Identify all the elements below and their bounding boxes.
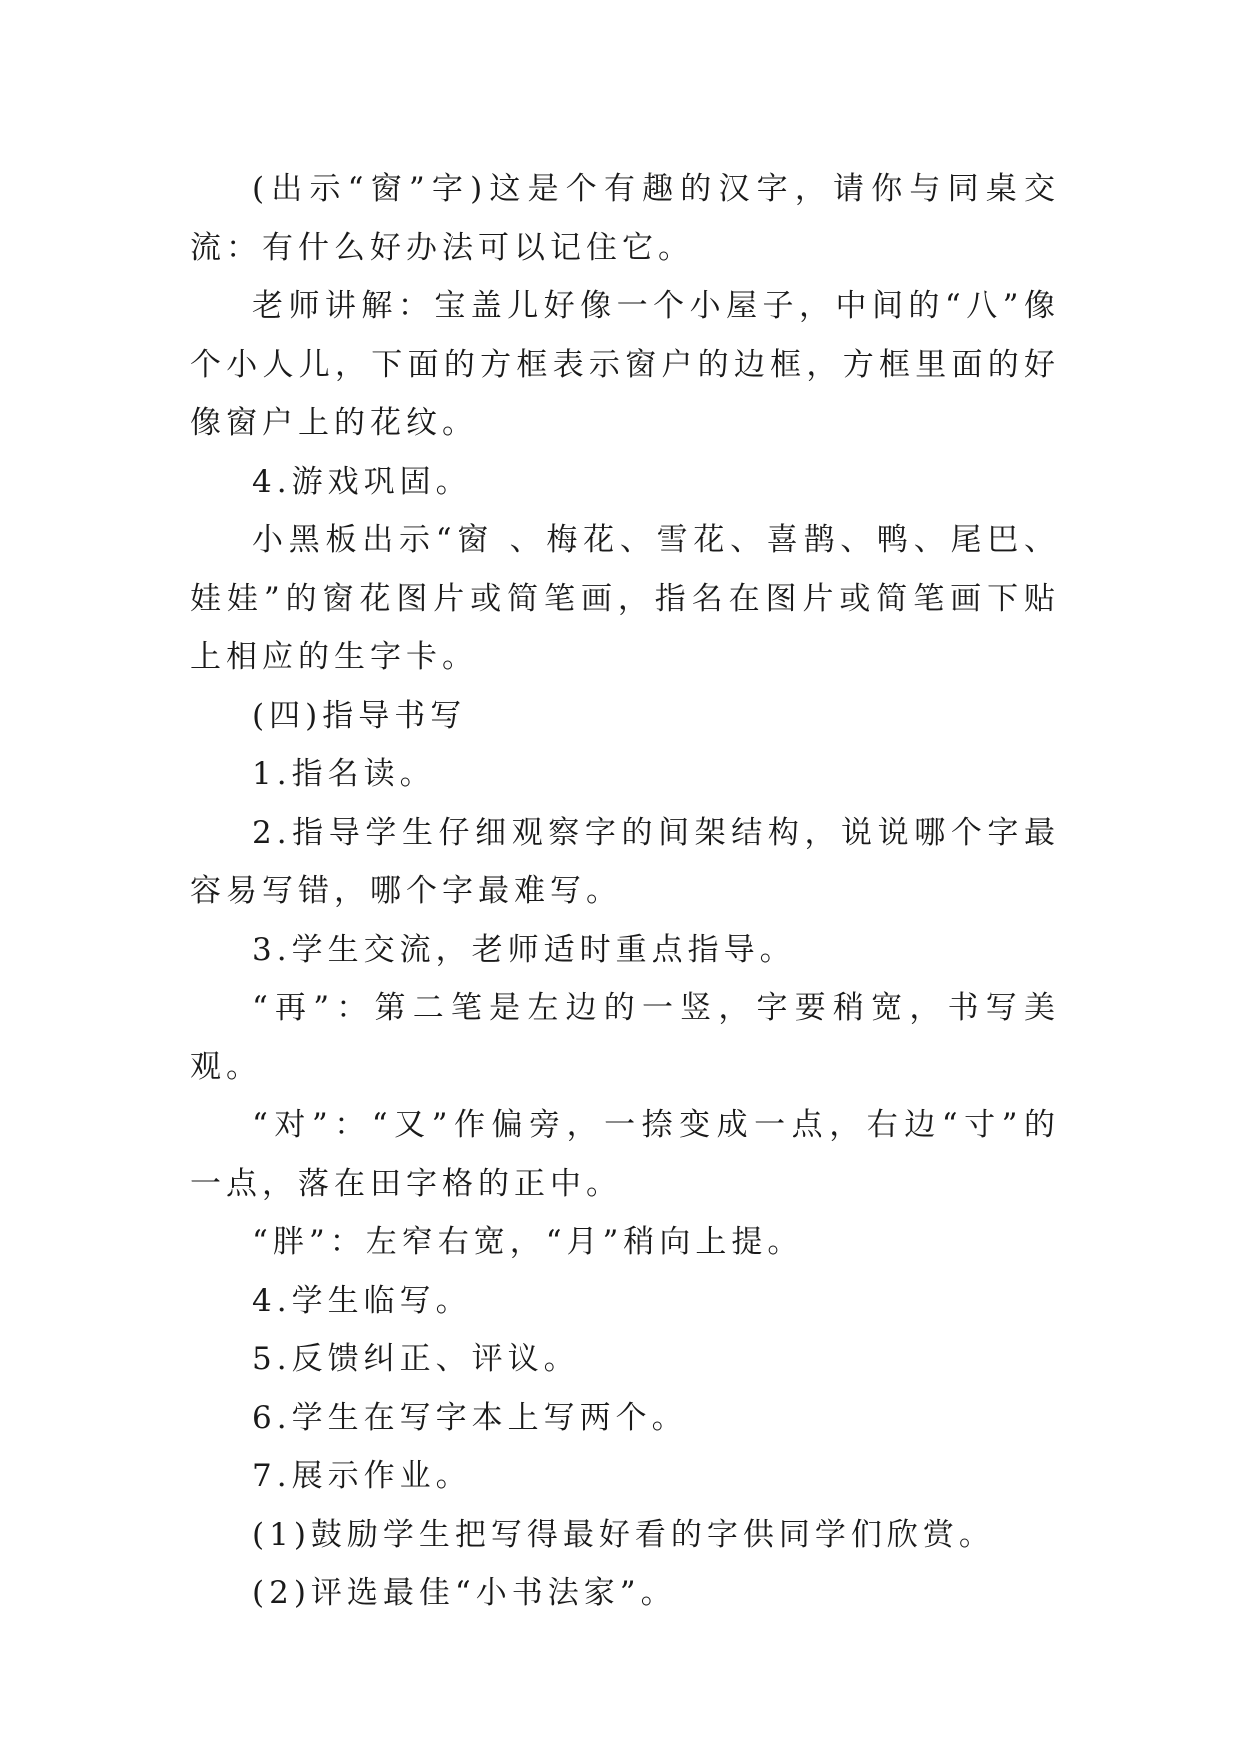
section-heading-writing: (四)指导书写 (252, 697, 467, 734)
paragraph-char-dui: “对”：“又”作偏旁，一捺变成一点，右边“寸”的一点，落在田字格的正中。 (190, 1107, 1060, 1202)
paragraph-teacher-explanation: 老师讲解：宝盖儿好像一个小屋子，中间的“八”像个小人儿，下面的方框表示窗户的边框，方框里面的好像窗户上的花纹。 (190, 288, 1060, 441)
paragraph-char-zai: “再”：第二笔是左边的一竖，字要稍宽，书写美观。 (190, 990, 1060, 1085)
paragraph-blackboard: 小黑板出示“窗 、梅花、雪花、喜鹊、鸭、尾巴、娃娃”的窗花图片或简笔画，指名在图片或简笔画下贴上相应的生字卡。 (190, 522, 1060, 675)
list-item-6: 6.学生在写字本上写两个。 (252, 1399, 688, 1436)
list-item-3: 3.学生交流，老师适时重点指导。 (252, 931, 796, 968)
paragraph-game-heading: 4.游戏巩固。 (252, 463, 472, 500)
paragraph-intro-question: (出示“窗”字)这是个有趣的汉字，请你与同桌交流：有什么好办法可以记住它。 (190, 171, 1060, 266)
list-item-7: 7.展示作业。 (252, 1458, 472, 1494)
sub-item-1: (1)鼓励学生把写得最好看的字供同学们欣赏。 (252, 1516, 995, 1553)
sub-item-2: (2)评选最佳“小书法家”。 (252, 1575, 677, 1611)
list-item-5: 5.反馈纠正、评议。 (252, 1341, 580, 1377)
list-item-1: 1.指名读。 (252, 756, 436, 792)
list-item-2: 2.指导学生仔细观察字的间架结构，说说哪个字最容易写错，哪个字最难写。 (190, 814, 1060, 909)
paragraph-char-pang: “胖”：左窄右宽，“月”稍向上提。 (252, 1224, 804, 1260)
list-item-4: 4.学生临写。 (252, 1282, 472, 1319)
document-body (190, 160, 1060, 1623)
